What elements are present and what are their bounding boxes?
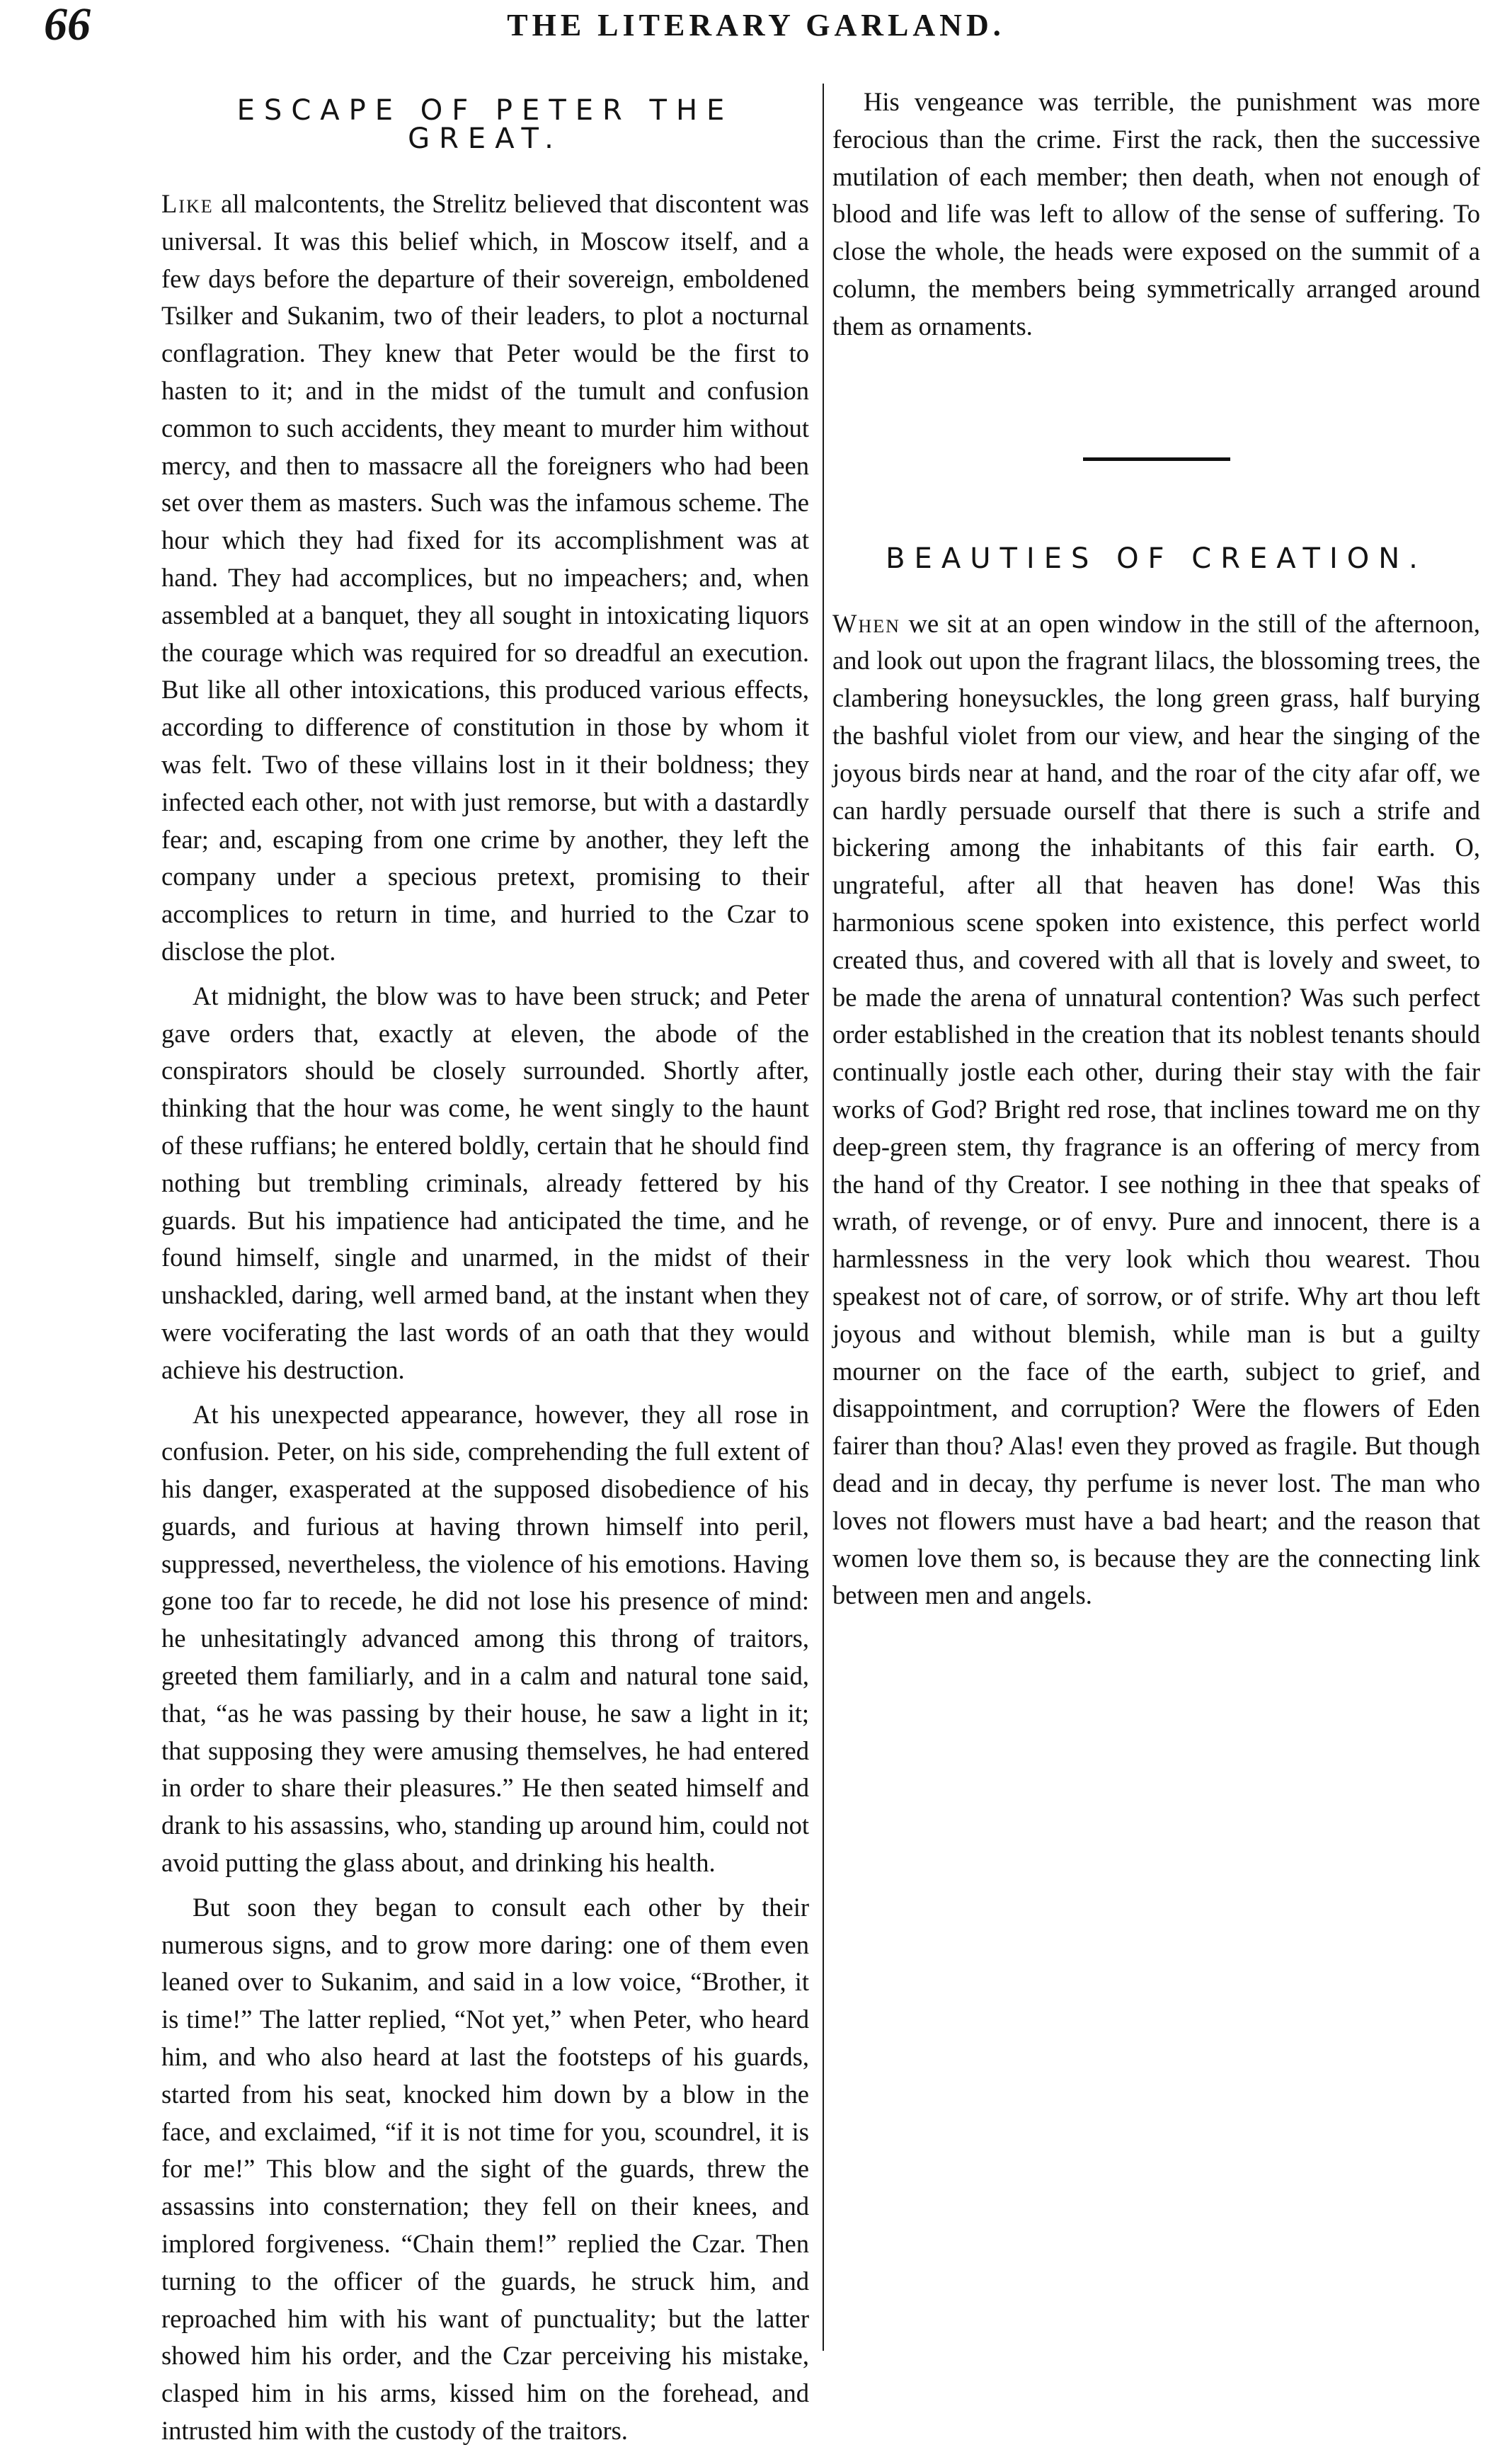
running-head: THE LITERARY GARLAND. [507, 8, 1005, 42]
article-paragraph: But soon they began to consult each other by their numerous signs, and to grow more daring: one of them even leaned over to Sukanim, and said in a low voice, “Brother, it is time!” The latter replied, “Not yet,” when Peter, who heard him, and who also heard at last the footsteps of his guards, started from his seat, knocked him down by a blow in the face, and exclaimed, “if it is not time for you, scoundrel, it is for me!” This blow and the sight of the guards, threw the assassins into consternation; they fell on their knees, and implored forgiveness. “Chain them!” replied the Czar. Then turning to the officer of the guards, he struck him, and reproached him with his want of punctuality; but the latter showed him his order, and the Czar perceiving his mistake, clasped him in his arms, kissed him on the forehead, and intrusted him with the custody of the traitors. [161, 1892, 809, 2446]
lead-word: Like [161, 189, 214, 218]
page-number: 66 [44, 0, 91, 50]
section-divider [1083, 457, 1230, 461]
left-column [161, 84, 809, 2457]
article-paragraph [832, 605, 1480, 1615]
article-paragraph: At his unexpected appearance, however, they all rose in confusion. Peter, on his side, comprehending the full extent of his danger, exasperated at the supposed disobedience of his guards, and furious at having thrown himself into peril, suppressed, nevertheless, the violence of his emotions. Having gone too far to recede, he did not lose his presence of mind: he unhesitatingly advanced among this throng of traitors, greeted them familiarly, and in a calm and natural tone said, that, “as he was passing by their house, he saw a light in it; that supposing they were amusing themselves, he had entered in order to share their pleasures.” He then seated himself and drank to his assassins, who, standing up around him, could not avoid putting the glass about, and drinking his health. [161, 1399, 809, 1878]
right-column [832, 84, 1480, 1621]
article-paragraph: His vengeance was terrible, the punishment was more ferocious than the crime. First the rack, then the successive mutilation of each member; then death, when not enough of blood and life was left to allow of the sense of suffering. To close the whole, the heads were exposed on the summit of a column, the members being symmetrically arranged around them as ornaments. [832, 87, 1480, 341]
article-paragraph [161, 186, 809, 971]
lead-word: When [832, 608, 900, 638]
paragraph-text: all malcontents, the Strelitz believed that discontent was universal. It was this belief which, in Moscow itself, and a few days before the departure of their sovereign, emboldened Tsilker and Sukanim, two of their leaders, to plot a nocturnal conflagration. They knew that Peter would be the first to hasten to it; and in the midst of the tumult and confusion common to such accidents, they meant to murder him without mercy, and then to massacre all the foreigners who had been set over them as masters. Such was the infamous scheme. The hour which they had fixed for its accomplishment was at hand. They had accomplices, but no impeachers; and, when assembled at a banquet, they all sought in intoxicating liquors the courage which was required for so dreadful an execution. But like all other intoxications, this produced various effects, according to difference of constitution in those by whom it was felt. Two of these villains lost in it their boldness; they infected each other, not with just remorse, but with a dastardly fear; and, escaping from one crime by another, they left the company under a specious pretext, promising to their accomplices to return in time, and hurried to the Czar to disclose the plot. [161, 189, 809, 966]
article-paragraph: At midnight, the blow was to have been struck; and Peter gave orders that, exactly at eleven, the abode of the conspirators should be closely surrounded. Shortly after, thinking that the hour was come, he went singly to the haunt of these ruffians; he entered boldly, certain that he should find nothing but trembling criminals, already fettered by his guards. But his impatience had anticipated the time, and he found himself, single and unarmed, in the midst of their unshackled, daring, well armed band, at the instant when they were vociferating the last words of an oath that they would achieve his destruction. [161, 981, 809, 1384]
article-title-escape: ESCAPE OF PETER THE GREAT. [236, 94, 734, 155]
column-rule [823, 84, 824, 2351]
article-title-beauties: BEAUTIES OF CREATION. [886, 542, 1427, 575]
paragraph-text: we sit at an open window in the still of the afternoon, and look out upon the fragrant lilacs, the blossoming trees, the clambering honeysuckles, the long green grass, half burying the bashful violet from our view, and hear the singing of the joyous birds near at hand, and the roar of the city afar off, we can hardly persuade ourself that there is such a strife and bickering among the inhabitants of this fair earth. O, ungrateful, after all that heaven has done! Was this harmonious scene spoken into existence, this perfect world created thus, and covered with all that is lovely and sweet, to be made the arena of unnatural contention? Was such perfect order established in the creation that its noblest tenants should continually jostle each other, during their stay with the fair works of God? Bright red rose, that inclines toward me on thy deep-green stem, thy fragrance is an offering of mercy from the hand of thy Creator. I see nothing in thee that speaks of wrath, of revenge, or of envy. Pure and innocent, there is a harmlessness in the very look which thou wearest. Thou speakest not of care, of sorrow, or of strife. Why art thou left joyous and without blemish, while man is but a guilty mourner on the face of the earth, subject to grief, and disappointment, and corruption? Were the flowers of Eden fairer than thou? Alas! even they proved as fragile. But though dead and in decay, thy perfume is never lost. The man who loves not flowers must have a bad heart; and the reason that women love them so, is because they are the connecting link between men and angels. [832, 608, 1480, 1610]
